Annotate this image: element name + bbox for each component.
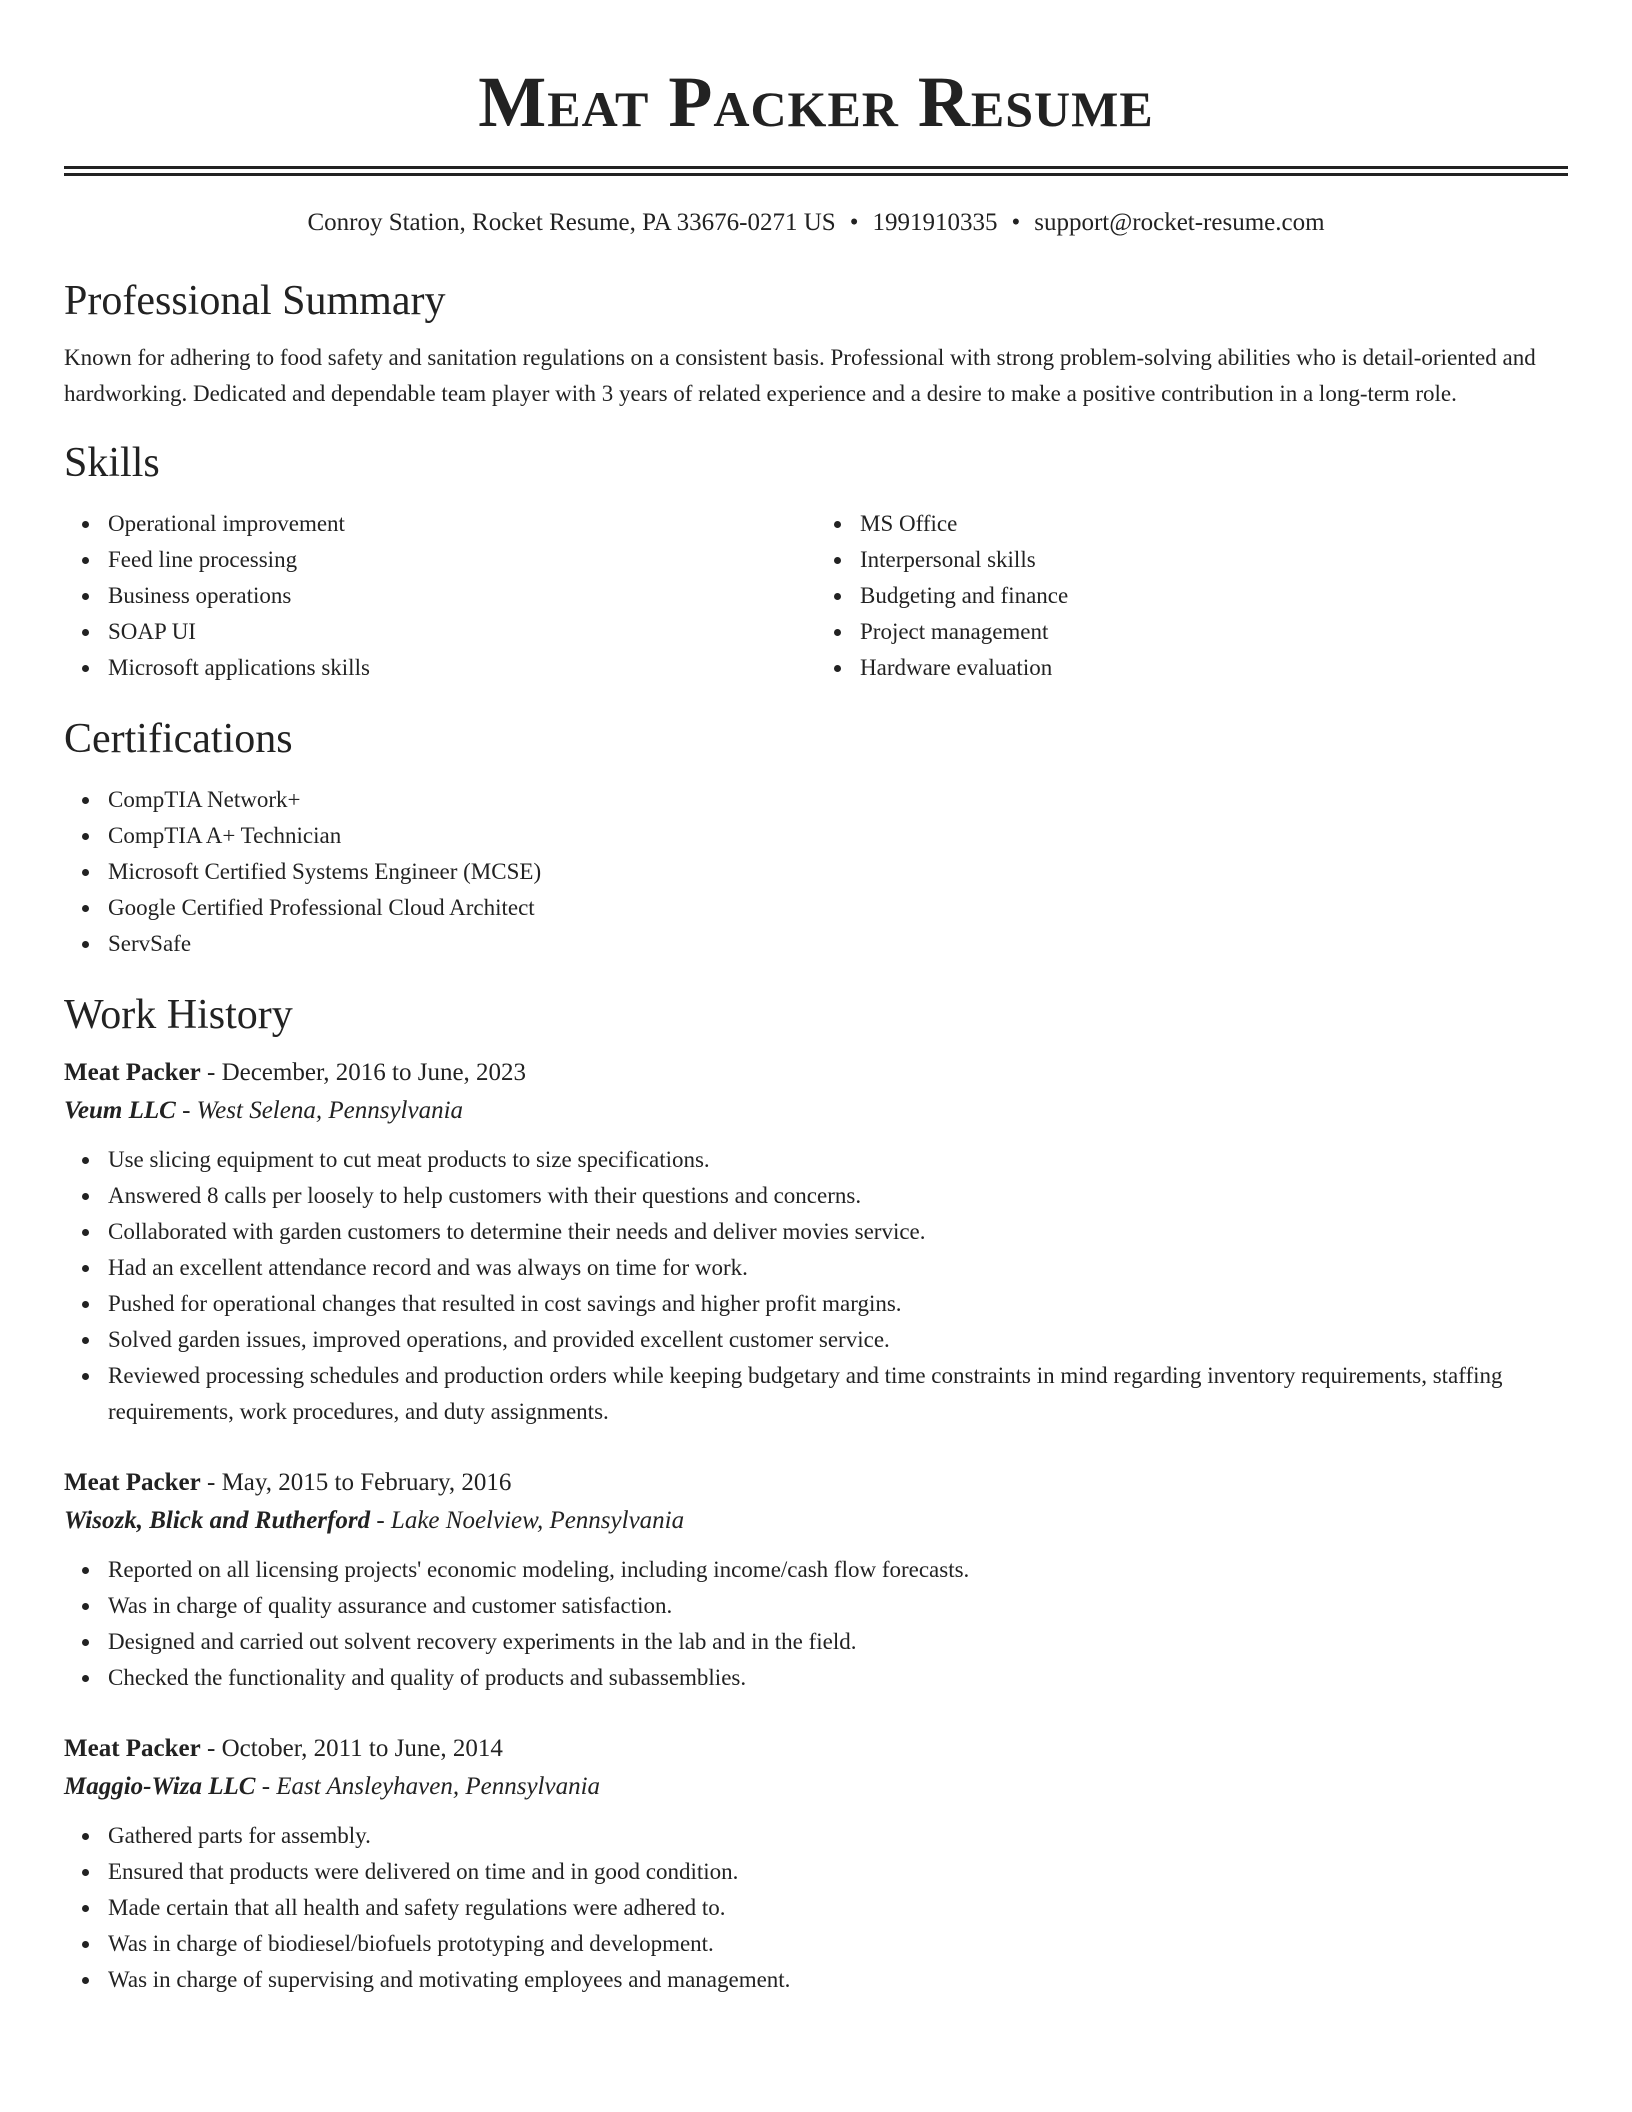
- skill-item: Feed line processing: [108, 542, 816, 578]
- job-dash: -: [200, 1735, 222, 1762]
- job-entry: [64, 1730, 1568, 1998]
- job-duty: Ensured that products were delivered on time and in good condition.: [108, 1854, 1568, 1890]
- contact-separator: •: [1011, 209, 1021, 236]
- skill-item: Operational improvement: [108, 506, 816, 542]
- job-title-line: [64, 1730, 1568, 1768]
- job-entry: [64, 1054, 1568, 1430]
- job-duty: Answered 8 calls per loosely to help customers with their questions and concerns.: [108, 1178, 1568, 1214]
- certification-item: Google Certified Professional Cloud Architect: [108, 890, 1568, 926]
- summary-text: Known for adhering to food safety and sanitation regulations on a consistent basis. Professional with strong problem-solving abilities who is detail-oriented and hardworking. Dedicated and dependable team player with 3 years of related experience and a desire to make a positive contribution in a long-term role.: [64, 345, 1536, 406]
- job-location: East Ansleyhaven, Pennsylvania: [276, 1773, 601, 1800]
- skill-item: Interpersonal skills: [860, 542, 1568, 578]
- job-company-line: [64, 1092, 1568, 1130]
- job-duties-list: [64, 1818, 1568, 1998]
- job-dash: -: [200, 1059, 222, 1086]
- certifications-section: [64, 714, 1568, 962]
- job-duty: Collaborated with garden customers to determine their needs and deliver movies service.: [108, 1214, 1568, 1250]
- job-company: Veum LLC: [64, 1097, 176, 1124]
- job-dash: -: [370, 1507, 391, 1534]
- job-duty: Reported on all licensing projects' economic modeling, including income/cash flow forecasts.: [108, 1552, 1568, 1588]
- job-company-line: [64, 1502, 1568, 1540]
- contact-separator: •: [849, 209, 859, 236]
- job-dash: -: [200, 1469, 222, 1496]
- skill-item: Microsoft applications skills: [108, 650, 816, 686]
- job-duty: Checked the functionality and quality of products and subassemblies.: [108, 1660, 1568, 1696]
- job-duty: Gathered parts for assembly.: [108, 1818, 1568, 1854]
- job-dash: -: [255, 1773, 277, 1800]
- certification-item: CompTIA Network+: [108, 782, 1568, 818]
- job-duty: Made certain that all health and safety regulations were adhered to.: [108, 1890, 1568, 1926]
- section-heading: Certifications: [64, 716, 293, 762]
- skill-item: Project management: [860, 614, 1568, 650]
- skill-item: Budgeting and finance: [860, 578, 1568, 614]
- professional-summary-section: [64, 276, 1568, 412]
- section-heading: Skills: [64, 440, 160, 486]
- certifications-list: [64, 782, 1568, 962]
- job-duty: Pushed for operational changes that resulted in cost savings and higher profit margins.: [108, 1286, 1568, 1322]
- title-double-rule: [64, 166, 1568, 176]
- job-duty: Designed and carried out solvent recovery experiments in the lab and in the field.: [108, 1624, 1568, 1660]
- job-dates: May, 2015 to February, 2016: [221, 1469, 512, 1496]
- job-title-line: [64, 1054, 1568, 1092]
- job-dates: October, 2011 to June, 2014: [221, 1735, 503, 1762]
- section-heading: Work History: [64, 992, 293, 1038]
- job-duties-list: [64, 1142, 1568, 1430]
- skill-item: Hardware evaluation: [860, 650, 1568, 686]
- job-company: Wisozk, Blick and Rutherford: [64, 1507, 371, 1534]
- job-title-line: [64, 1464, 1568, 1502]
- job-duty: Was in charge of biodiesel/biofuels prototyping and development.: [108, 1926, 1568, 1962]
- section-heading: Professional Summary: [64, 278, 446, 324]
- job-dates: December, 2016 to June, 2023: [221, 1059, 527, 1086]
- skill-item: Business operations: [108, 578, 816, 614]
- job-company: Maggio-Wiza LLC: [64, 1773, 256, 1800]
- skills-columns: [64, 506, 1568, 686]
- job-duty: Was in charge of quality assurance and customer satisfaction.: [108, 1588, 1568, 1624]
- resume-title: Meat Packer Resume: [478, 62, 1154, 142]
- job-duty: Was in charge of supervising and motivating employees and management.: [108, 1962, 1568, 1998]
- skills-list-right: [816, 506, 1568, 686]
- job-company-line: [64, 1768, 1568, 1806]
- skill-item: SOAP UI: [108, 614, 816, 650]
- certification-item: CompTIA A+ Technician: [108, 818, 1568, 854]
- job-duty: Use slicing equipment to cut meat products to size specifications.: [108, 1142, 1568, 1178]
- work-history-section: [64, 990, 1568, 1998]
- skill-item: MS Office: [860, 506, 1568, 542]
- job-duties-list: [64, 1552, 1568, 1696]
- contact-phone: 1991910335: [872, 209, 998, 236]
- certification-item: Microsoft Certified Systems Engineer (MCSE): [108, 854, 1568, 890]
- job-duty: Reviewed processing schedules and production orders while keeping budgetary and time constraints in mind regarding inventory requirements, staffing requirements, work procedures, and duty assignments.: [108, 1358, 1568, 1430]
- job-duty: Had an excellent attendance record and was always on time for work.: [108, 1250, 1568, 1286]
- job-location: West Selena, Pennsylvania: [196, 1097, 464, 1124]
- skills-section: [64, 438, 1568, 686]
- contact-email: support@rocket-resume.com: [1034, 209, 1325, 236]
- job-dash: -: [175, 1097, 197, 1124]
- contact-address: Conroy Station, Rocket Resume, PA 33676-0271 US: [307, 209, 836, 236]
- skills-list-left: [64, 506, 816, 686]
- contact-line: [64, 206, 1568, 240]
- resume-page: [64, 0, 1568, 1998]
- job-duty: Solved garden issues, improved operations, and provided excellent customer service.: [108, 1322, 1568, 1358]
- certification-item: ServSafe: [108, 926, 1568, 962]
- job-role: Meat Packer: [64, 1059, 201, 1086]
- job-location: Lake Noelview, Pennsylvania: [390, 1507, 685, 1534]
- job-role: Meat Packer: [64, 1469, 201, 1496]
- job-role: Meat Packer: [64, 1735, 201, 1762]
- job-entry: [64, 1464, 1568, 1696]
